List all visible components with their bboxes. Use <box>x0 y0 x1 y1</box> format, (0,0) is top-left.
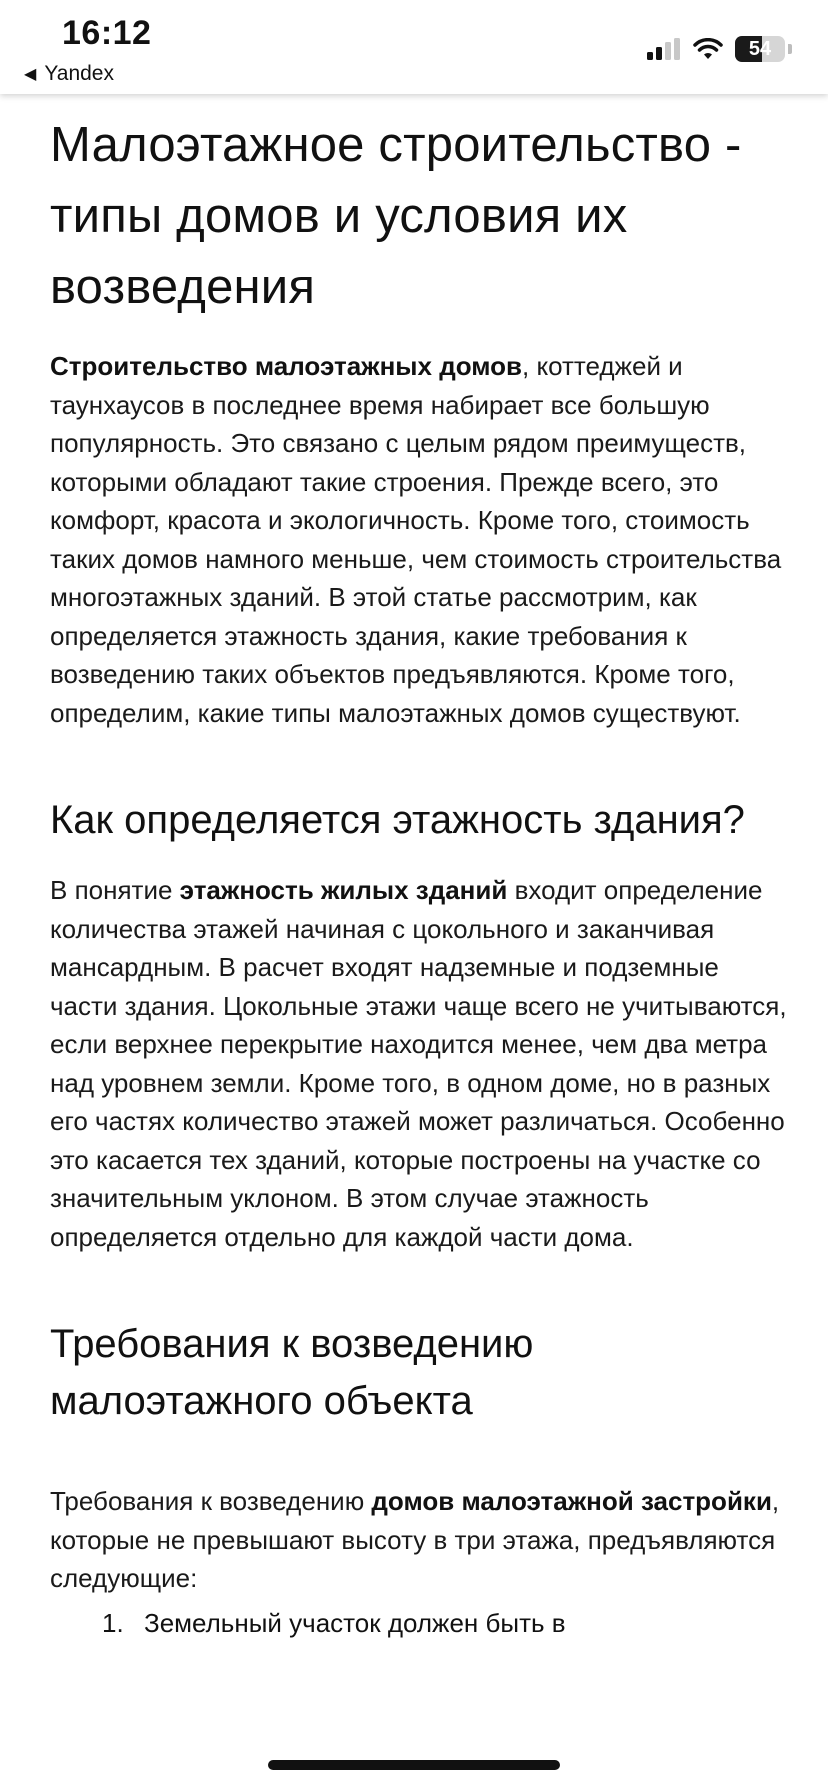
requirements-text: , которые не превышают высоту в три этажа, предъявляются следующие: <box>50 1486 780 1593</box>
status-icons <box>647 36 792 62</box>
back-to-app-link[interactable] <box>24 62 114 86</box>
intro-bold-text: Строительство малоэтажных домов <box>50 351 522 381</box>
battery-percent: 54 <box>748 37 772 60</box>
list-item-number: 1. <box>102 1607 124 1638</box>
battery-cap <box>788 44 792 54</box>
status-bar <box>0 0 828 94</box>
requirements-bold-text: домов малоэтажной застройки <box>371 1486 772 1516</box>
requirements-paragraph <box>50 1482 790 1598</box>
wifi-icon <box>693 38 723 60</box>
storeys-bold-text: этажность жилых зданий <box>179 875 508 905</box>
storeys-pre: В понятие <box>50 875 180 905</box>
storeys-paragraph <box>50 871 790 1256</box>
status-time: 16:12 <box>62 14 152 52</box>
back-arrow-icon: ◀ <box>24 66 37 83</box>
section-heading-requirements: Требования к возведению малоэтажного объекта <box>50 1322 534 1423</box>
intro-text: , коттеджей и таунхаусов в последнее время набирает все большую популярность. Это связано с целым рядом преимуществ, которыми обладают такие строения. Прежде всего, это комфорт, красота и экологичность. Кроме того, стоимость таких домов намного меньше, чем стоимость строительства многоэтажных зданий. В этой статье рассмотрим, как определяется этажность здания, какие требования к возведению таких объектов предъявляются. Кроме того, определим, какие типы малоэтажных домов существуют. <box>50 351 782 728</box>
article-title: Малоэтажное строительство - типы домов и условия их возведения <box>50 118 742 314</box>
list-item <box>50 1604 790 1643</box>
cellular-signal-icon <box>647 38 681 60</box>
home-indicator[interactable] <box>268 1760 560 1770</box>
intro-paragraph <box>50 347 790 732</box>
storeys-text: входит определение количества этажей начиная с цокольного и заканчивая мансардным. В расчет входят надземные и подземные части здания. Цокольные этажи чаще всего не учитываются, если верхнее перекрытие находится менее, чем два метра над уровнем земли. Кроме того, в одном доме, но в разных его частях количество этажей может различаться. Особенно это касается тех зданий, которые построены на участке со значительным уклоном. В этом случае этажность определяется отдельно для каждой части дома. <box>50 875 787 1252</box>
battery-icon <box>735 36 785 62</box>
requirements-pre: Требования к возведению <box>50 1486 372 1516</box>
back-app-label: Yandex <box>44 62 114 85</box>
list-item-text: Земельный участок должен быть в <box>144 1607 566 1638</box>
section-heading-storeys: Как определяется этажность здания? <box>50 798 745 842</box>
article <box>50 110 790 1642</box>
